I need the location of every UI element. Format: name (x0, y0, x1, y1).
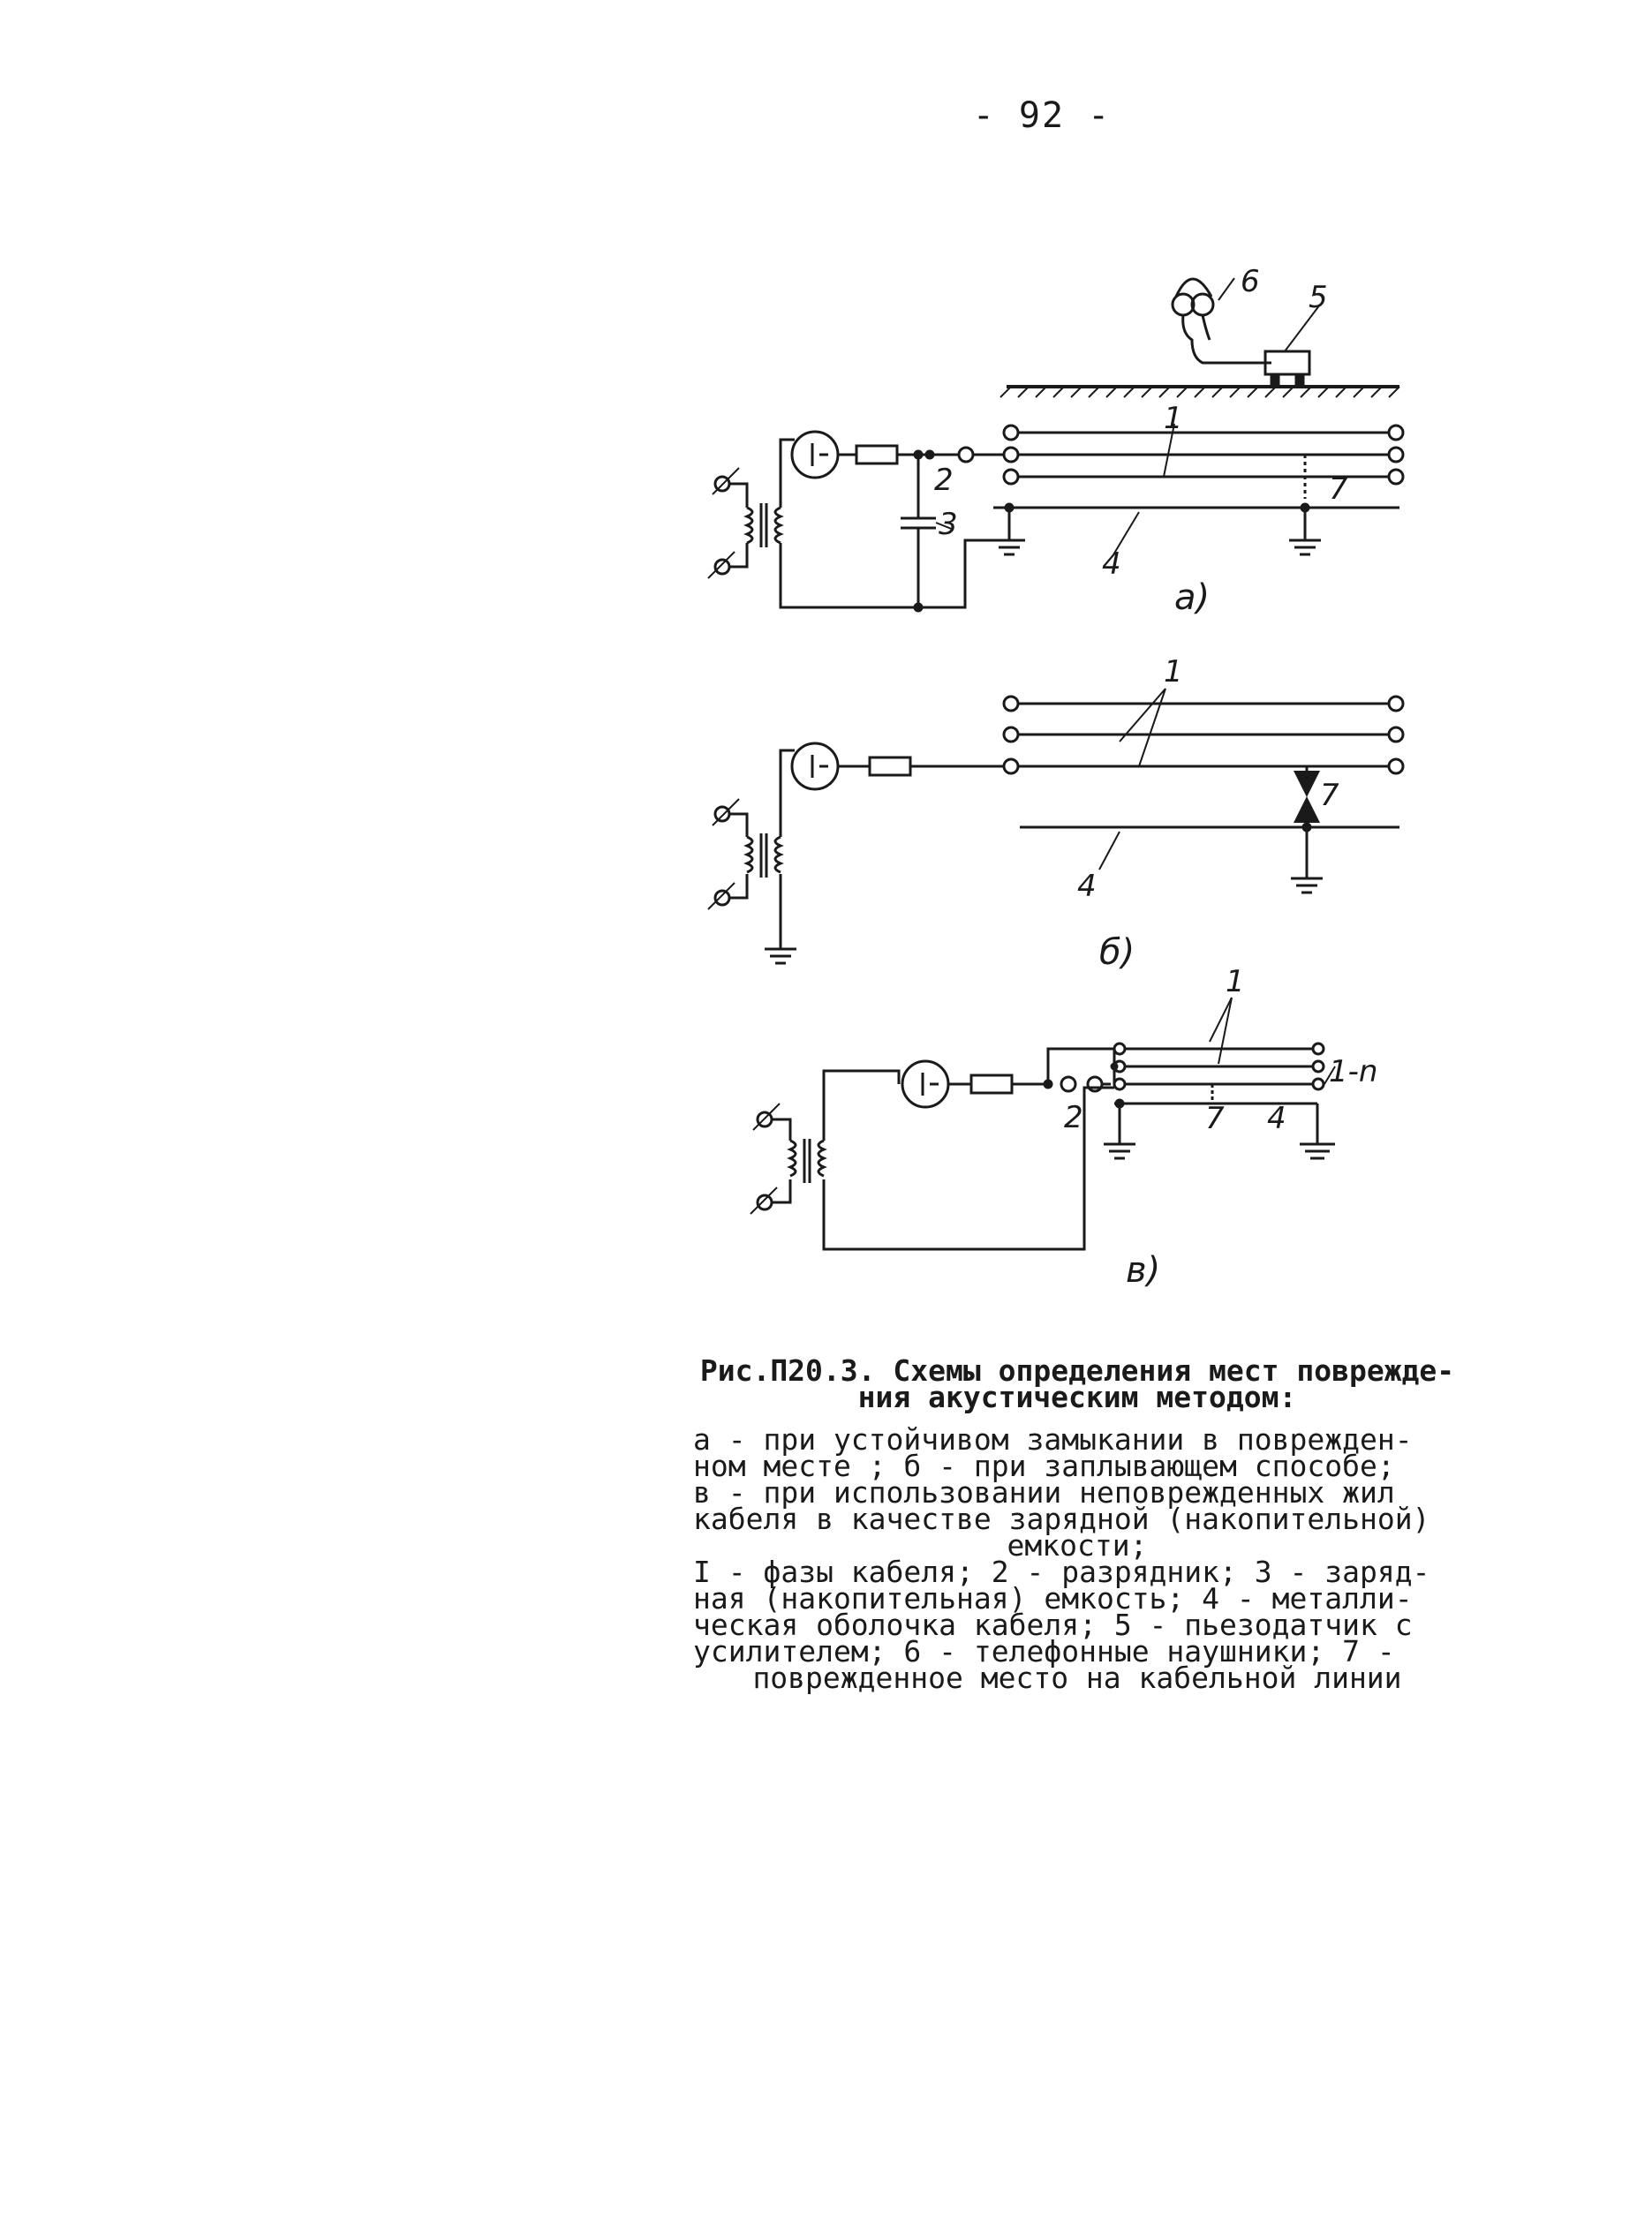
caption-description (693, 1422, 1461, 1563)
caption-desc-line-1: а - при устойчивом замыкании в поврежден- (693, 1422, 1413, 1457)
callout-a-5: 5 (1309, 280, 1328, 315)
caption-desc-line-2: ном месте ; б - при заплывающем способе; (693, 1449, 1395, 1483)
caption-desc-line-4: кабеля в качестве зарядной (накопительной) (693, 1502, 1430, 1536)
caption-title-line-1: Рис.П20.3. Схемы определения мест поврежде- (699, 1353, 1455, 1388)
caption-legend-line-5: поврежденное место на кабельной линии (752, 1661, 1402, 1695)
caption-legend-line-4: усилителем; 6 - телефонные наушники; 7 - (693, 1634, 1395, 1669)
callout-b-7: 7 (1320, 778, 1339, 813)
callout-v-2: 2 (1064, 1100, 1083, 1135)
callout-a-6: 6 (1241, 264, 1260, 299)
transformer-icon (708, 468, 781, 578)
caption-legend-line-2: ная (накопительная) емкость; 4 - металли- (693, 1581, 1413, 1616)
callout-a-3: 3 (939, 507, 958, 542)
callout-b-1: 1 (1164, 654, 1183, 689)
subfigure-label-v: в) (1126, 1250, 1161, 1291)
caption-title-line-2: ния акустическим методом: (857, 1380, 1297, 1414)
resistor-icon (856, 446, 897, 463)
discharge-lamp-icon (792, 432, 838, 478)
caption-legend (693, 1555, 1461, 1695)
callout-a-7: 7 (1329, 471, 1348, 507)
figure-caption (693, 1353, 1461, 1695)
callout-a-4: 4 (1102, 546, 1121, 582)
caption-legend-line-3: ческая оболочка кабеля; 5 - пьезодатчик с (693, 1608, 1413, 1642)
piezo-sensor-icon (1265, 351, 1309, 374)
discharge-lamp-icon (792, 743, 838, 789)
subfigure-label-b: б) (1099, 932, 1135, 973)
callout-v-4: 4 (1267, 1101, 1286, 1136)
scheme-a (708, 278, 1403, 611)
transformer-icon (751, 1104, 824, 1214)
transformer-icon (708, 799, 781, 909)
callout-b-4: 4 (1077, 869, 1097, 904)
callout-v-1: 1 (1226, 964, 1245, 999)
discharge-lamp-icon (902, 1061, 948, 1107)
caption-desc-line-3: в - при использовании неповрежденных жил (693, 1475, 1395, 1510)
resistor-icon (971, 1075, 1012, 1093)
callout-v-7: 7 (1205, 1101, 1225, 1136)
subfigure-label-a: а) (1174, 577, 1211, 618)
caption-desc-line-5: емкости; (1007, 1528, 1148, 1563)
resistor-icon (870, 757, 910, 775)
scheme-v (751, 998, 1335, 1249)
scheme-b (708, 689, 1403, 963)
callout-a-2: 2 (934, 463, 954, 498)
callout-v-1n: 1-n (1329, 1054, 1378, 1089)
caption-legend-line-1: I - фазы кабеля; 2 - разрядник; 3 - заряд- (693, 1555, 1430, 1589)
caption-title (693, 1353, 1461, 1414)
page-number: - 92 - (972, 95, 1112, 136)
callout-a-1: 1 (1164, 401, 1183, 436)
